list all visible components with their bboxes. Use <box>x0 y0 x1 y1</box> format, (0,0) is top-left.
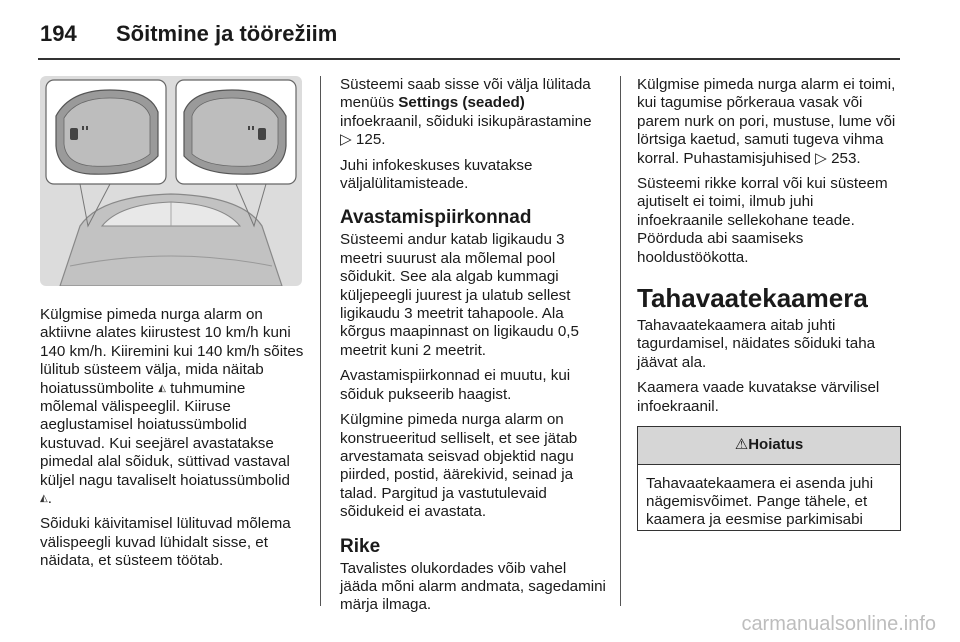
col1-paragraph-1: Külgmise pimeda nurga alarm on aktiivne alates kiirustest 10 km/h kuni 140 km/h. Kiiremini kui 140 km/h sõites lülitub süsteem välja, mida näitab hoiatussümbolite ◭ tuhmumine mõlemal välispeeglil. Kiiruse aeglustamisel hoiatussümbolid kustuvad. Kui seejärel avastatakse pimedal alal sõiduk, süttivad vastaval küljel nagu tavaliselt hoiatussümbolid ◭. <box>40 306 304 508</box>
blind-spot-mirror-illustration <box>40 76 302 286</box>
blind-spot-warning-icon: ◭ <box>40 493 48 505</box>
page-number: 194 <box>40 21 77 46</box>
page-ref-arrow-icon: ▷ <box>340 131 352 149</box>
section-heading-fault: Rike <box>340 535 381 557</box>
col2-paragraph-1: Süsteemi saab sisse või välja lülitada menüüs Settings (seaded) infoekraanil, sõiduki isikupärastamine ▷ 125. <box>340 76 592 149</box>
watermark: carmanualsonline.info <box>741 613 936 635</box>
blind-spot-warning-icon: ◭ <box>158 382 166 394</box>
page-ref: 125. <box>355 131 386 149</box>
section-heading-camera: Tahavaatekaamera <box>637 283 868 314</box>
column-divider <box>620 76 621 606</box>
col1-paragraph-2: Sõiduki käivitamisel lülituvad mõlema välispeegli kuvad lühidalt sisse, et näidata, et süsteem töötab. <box>40 515 291 570</box>
section-heading-zones: Avastamispiirkonnad <box>340 207 532 229</box>
column-divider <box>320 76 321 606</box>
warning-title: Hoiatus <box>748 436 804 454</box>
settings-menu-label: Settings (seaded) <box>398 94 525 112</box>
warning-header <box>638 427 900 464</box>
page-header <box>40 16 337 52</box>
header-rule <box>38 58 900 60</box>
chapter-title: Sõitmine ja töörežiim <box>116 21 338 46</box>
col2-paragraph-4: Avastamispiirkonnad ei muutu, kui sõiduk pukseerib haagist. <box>340 367 571 403</box>
col3-paragraph-3: Tahavaatekaamera aitab juhti tagurdamisel, näidates sõiduki taha jäävat ala. <box>637 317 876 371</box>
column-1 <box>40 306 306 578</box>
col2-paragraph-2: Juhi infokeskuses kuvatakse väljalülitamisteade. <box>340 156 533 193</box>
column-3 <box>637 76 901 531</box>
warning-triangle-icon: ⚠ <box>734 436 749 454</box>
warning-body: Tahavaatekaamera ei asenda juhi nägemisvõimet. Pange tähele, et kaamera ja eesmise parkimisabi <box>646 474 874 529</box>
col2-paragraph-6: Tavalistes olukordades võib vahel jääda mõni alarm andmata, sagedamini märja ilmaga. <box>340 559 606 614</box>
col3-paragraph-2: Süsteemi rikke korral või kui süsteem ajutiselt ei toimi, ilmub juhi infoekraanile sellekohane teade. Pöörduda abi saamiseks hooldustöökotta. <box>637 175 888 266</box>
warning-box <box>637 426 901 531</box>
col2-paragraph-3: Süsteemi andur katab ligikaudu 3 meetri suurust ala mõlemal pool sõidukit. See ala algab kummagi küljepeegli juurest ja ulatub sellest ligikaudu 3 meetrit tahapoole. Ala kõrgus maapinnast on ligikaudu 0,5 meetrit kuni 2 meetrit. <box>340 231 579 359</box>
page-ref-arrow-icon: ▷ <box>815 149 827 167</box>
page-ref: 253. <box>831 149 861 167</box>
column-2 <box>340 76 606 622</box>
col2-paragraph-5: Külgmine pimeda nurga alarm on konstrueeritud selliselt, et see jätab arvestamata seisvad objektid nagu piirded, postid, äärekivid, seinad ja talad. Pargitud ja vastutulevaid sõidukeid ei avastata. <box>340 411 578 521</box>
col3-paragraph-4: Kaamera vaade kuvatakse värvilisel infoekraanil. <box>637 379 880 415</box>
col3-paragraph-1: Külgmise pimeda nurga alarm ei toimi, kui tagumise põrkeraua vasak või parem nurk on pori, mustuse, lume või lörtsiga kaetud, samuti tugeva vihma korral. Puhastamisjuhised ▷ 253. <box>637 76 896 167</box>
